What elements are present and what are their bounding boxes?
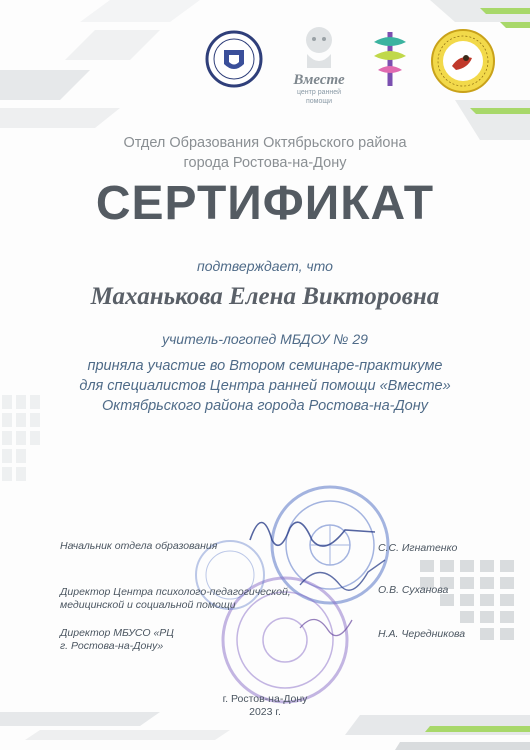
signature-role-2 xyxy=(60,586,291,612)
certificate-title: СЕРТИФИКАТ xyxy=(95,177,435,230)
signature-role-3-line-2: г. Ростова-на-Дону» xyxy=(60,640,164,652)
signature-role-2-line-1: Директор Центра психолого-педагогической, xyxy=(60,586,291,598)
confirms-text: подтверждает, что xyxy=(197,258,333,274)
signature-name-1: С.С. Игнатенко xyxy=(378,542,458,554)
signature-role-1-line-1: Начальник отдела образования xyxy=(60,540,218,552)
signature-role-3-line-1: Директор МБУСО «РЦ xyxy=(60,627,174,639)
recipient-position: учитель-логопед МБДОУ № 29 xyxy=(162,331,368,347)
footer-city: г. Ростов-на-Дону xyxy=(222,693,308,705)
footer xyxy=(0,693,530,719)
signature-role-1 xyxy=(60,540,217,553)
recipient-name: Маханькова Елена Викторовна xyxy=(90,283,440,310)
vmeste-title: Вместе xyxy=(293,72,345,88)
vmeste-subtitle: центр ранней помощи xyxy=(296,89,342,105)
body-line-1: приняла участие во Втором семинаре-практикуме xyxy=(87,358,443,374)
signature-role-2-line-2: медицинской и социальной помощи xyxy=(60,599,236,611)
issuer-line-1: Отдел Образования Октябрьского района xyxy=(123,135,407,151)
body-line-2: для специалистов Центра ранней помощи «Вместе» xyxy=(79,378,451,394)
footer-year: 2023 г. xyxy=(249,706,281,718)
signature-role-3 xyxy=(60,627,174,653)
signature-name-2: О.В. Суханова xyxy=(378,584,449,596)
signature-name-3: Н.А. Чередникова xyxy=(378,628,466,640)
body-line-3: Октябрьского района города Ростова-на-Дону xyxy=(102,398,428,414)
issuer-line-2: города Ростова-на-Дону xyxy=(183,155,347,171)
